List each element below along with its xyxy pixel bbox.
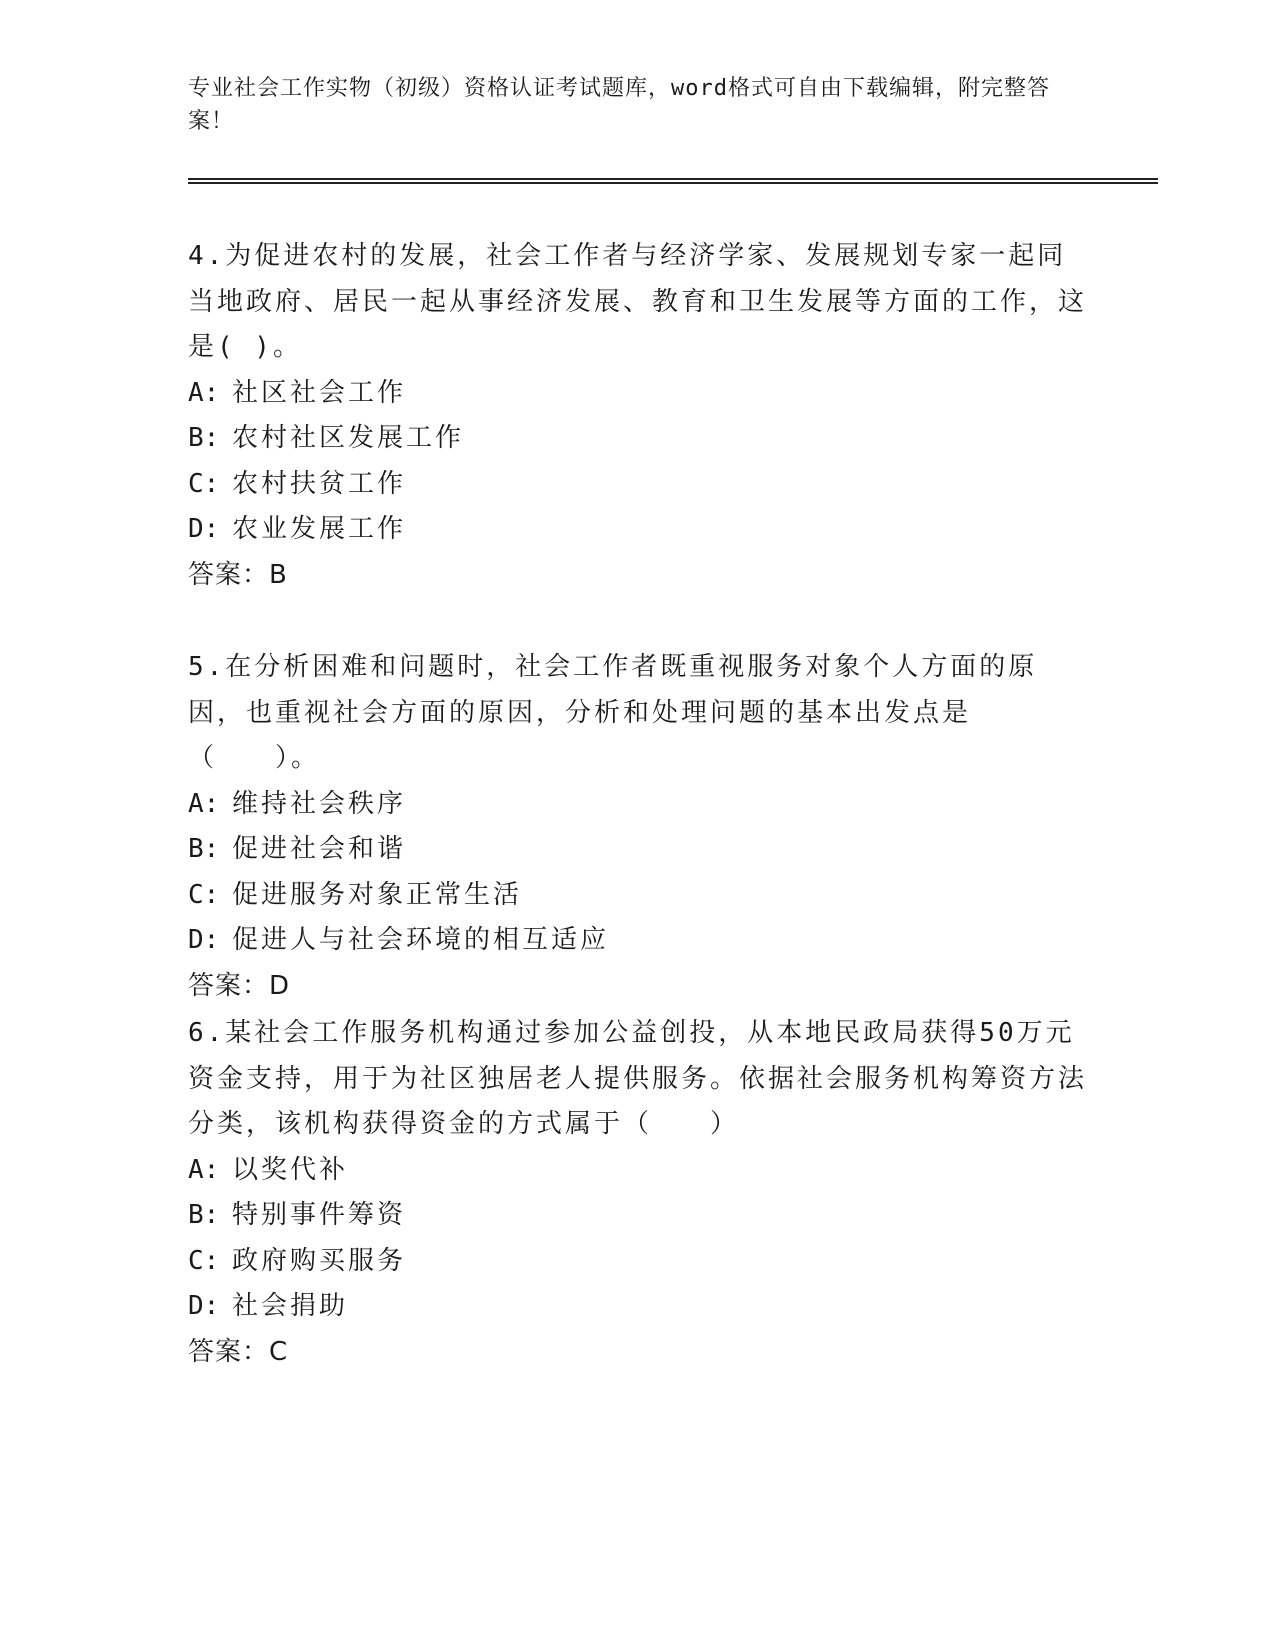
option-c	[188, 462, 1088, 508]
option-text: 促进服务对象正常生活	[232, 879, 523, 910]
answer-line: 答案：B	[188, 559, 288, 590]
answer-line: 答案：C	[188, 1336, 289, 1367]
option-text: 农村社区发展工作	[232, 423, 465, 453]
header-text: 专业社会工作实物（初级）资格认证考试题库，word格式可自由下载编辑，附完整答案！	[188, 76, 1050, 134]
option-a	[188, 1148, 1088, 1194]
option-a	[188, 371, 1088, 417]
option-text: 维持社会秩序	[232, 788, 407, 819]
question-6	[188, 1011, 1088, 1375]
option-letter: A:	[188, 1154, 220, 1185]
option-letter: B:	[188, 834, 220, 864]
option-letter: C:	[188, 1245, 220, 1276]
option-letter: A:	[188, 377, 220, 408]
option-b	[188, 827, 1088, 873]
option-text: 农村扶贫工作	[232, 468, 407, 499]
option-d	[188, 1284, 1088, 1330]
option-text: 促进社会和谐	[232, 834, 407, 864]
option-text: 农业发展工作	[232, 514, 407, 544]
option-letter: C:	[188, 879, 220, 910]
option-b	[188, 1193, 1088, 1239]
option-text: 促进人与社会环境的相互适应	[232, 925, 610, 955]
question-5	[188, 645, 1088, 1009]
option-d	[188, 918, 1088, 964]
option-text: 社会捐助	[232, 1291, 349, 1321]
option-d	[188, 507, 1088, 553]
option-text: 政府购买服务	[232, 1245, 407, 1276]
option-letter: B:	[188, 423, 220, 453]
option-letter: D:	[188, 1291, 220, 1321]
option-a	[188, 782, 1088, 828]
option-letter: C:	[188, 468, 220, 499]
option-letter: D:	[188, 925, 220, 955]
header-divider	[188, 178, 1158, 183]
document-header	[188, 72, 1088, 138]
option-c	[188, 873, 1088, 919]
option-letter: A:	[188, 788, 220, 819]
option-text: 以奖代补	[232, 1154, 349, 1185]
option-c	[188, 1239, 1088, 1285]
option-text: 特别事件筹资	[232, 1200, 407, 1230]
answer-line: 答案：D	[188, 970, 291, 1001]
option-text: 社区社会工作	[232, 377, 407, 408]
option-letter: D:	[188, 514, 220, 544]
question-stem: 4.为促进农村的发展，社会工作者与经济学家、发展规划专家一起同当地政府、居民一起从事经济发展、教育和卫生发展等方面的工作，这是( )。	[188, 241, 1088, 362]
question-stem: 6.某社会工作服务机构通过参加公益创投，从本地民政局获得50万元资金支持，用于为社区独居老人提供服务。依据社会服务机构筹资方法分类，该机构获得资金的方式属于（ ）	[188, 1018, 1088, 1139]
option-letter: B:	[188, 1200, 220, 1230]
question-4	[188, 234, 1088, 598]
option-b	[188, 416, 1088, 462]
question-stem: 5.在分析困难和问题时，社会工作者既重视服务对象个人方面的原因，也重视社会方面的原因，分析和处理问题的基本出发点是（ ）。	[188, 652, 1038, 773]
